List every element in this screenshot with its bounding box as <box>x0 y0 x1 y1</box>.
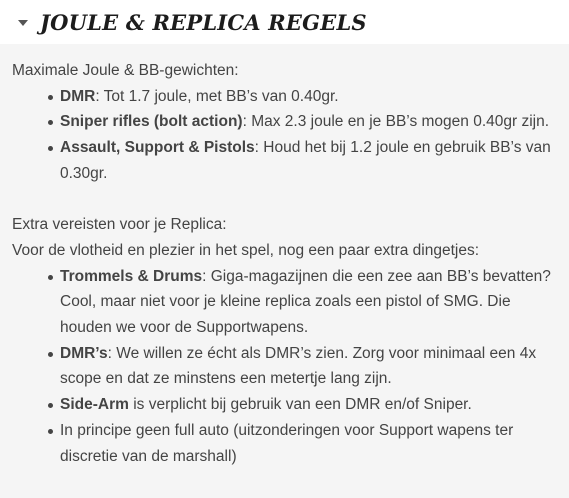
item-text: : Giga-magazijnen die een zee aan BB’s bevatten? Cool, maar niet voor je kleine replica zoals een pistol of SMG. Die houden we voor de Supportwapens. <box>60 267 551 337</box>
joule-heading: Maximale Joule & BB-gewichten: <box>12 62 239 79</box>
item-label: Side-Arm <box>60 396 129 414</box>
item-text: : We willen ze écht als DMR’s zien. Zorg voor minimaal een 4x scope en dat ze minstens een metertje lang zijn. <box>60 344 537 388</box>
spacer <box>12 187 557 213</box>
replica-heading: Extra vereisten voor je Replica: <box>12 216 227 234</box>
list-item <box>60 135 557 186</box>
list-item <box>60 418 557 469</box>
section-title: JOULE & REPLICA REGELS <box>40 9 367 35</box>
item-label: Assault, Support & Pistols <box>60 139 255 157</box>
accordion-header[interactable] <box>0 0 569 44</box>
item-text: : Houd het bij 1.2 joule en gebruik BB’s van 0.30gr. <box>60 139 551 182</box>
item-label: Sniper rifles (bolt action) <box>60 113 243 131</box>
replica-intro: Voor de vlotheid en plezier in het spel, nog een paar extra dingetjes: <box>12 241 480 259</box>
accordion-content <box>0 44 569 498</box>
item-label: DMR’s <box>60 344 108 362</box>
list-item <box>60 84 557 110</box>
item-text: : Max 2.3 joule en je BB’s mogen 0.40gr zijn. <box>242 113 550 131</box>
replica-list <box>12 264 557 470</box>
list-item <box>60 109 557 135</box>
list-item <box>60 392 557 418</box>
caret-down-icon[interactable] <box>18 20 28 26</box>
item-label: DMR <box>60 87 96 105</box>
list-item <box>60 264 557 341</box>
joule-list <box>12 84 557 187</box>
item-text: : Tot 1.7 joule, met BB’s van 0.40gr. <box>95 87 339 105</box>
list-item <box>60 341 557 392</box>
item-text: In principe geen full auto (uitzonderingen voor Support wapens ter discretie van de marshall) <box>60 421 514 465</box>
item-text: is verplicht bij gebruik van een DMR en/of Sniper. <box>128 396 472 414</box>
item-label: Trommels & Drums <box>60 267 203 285</box>
